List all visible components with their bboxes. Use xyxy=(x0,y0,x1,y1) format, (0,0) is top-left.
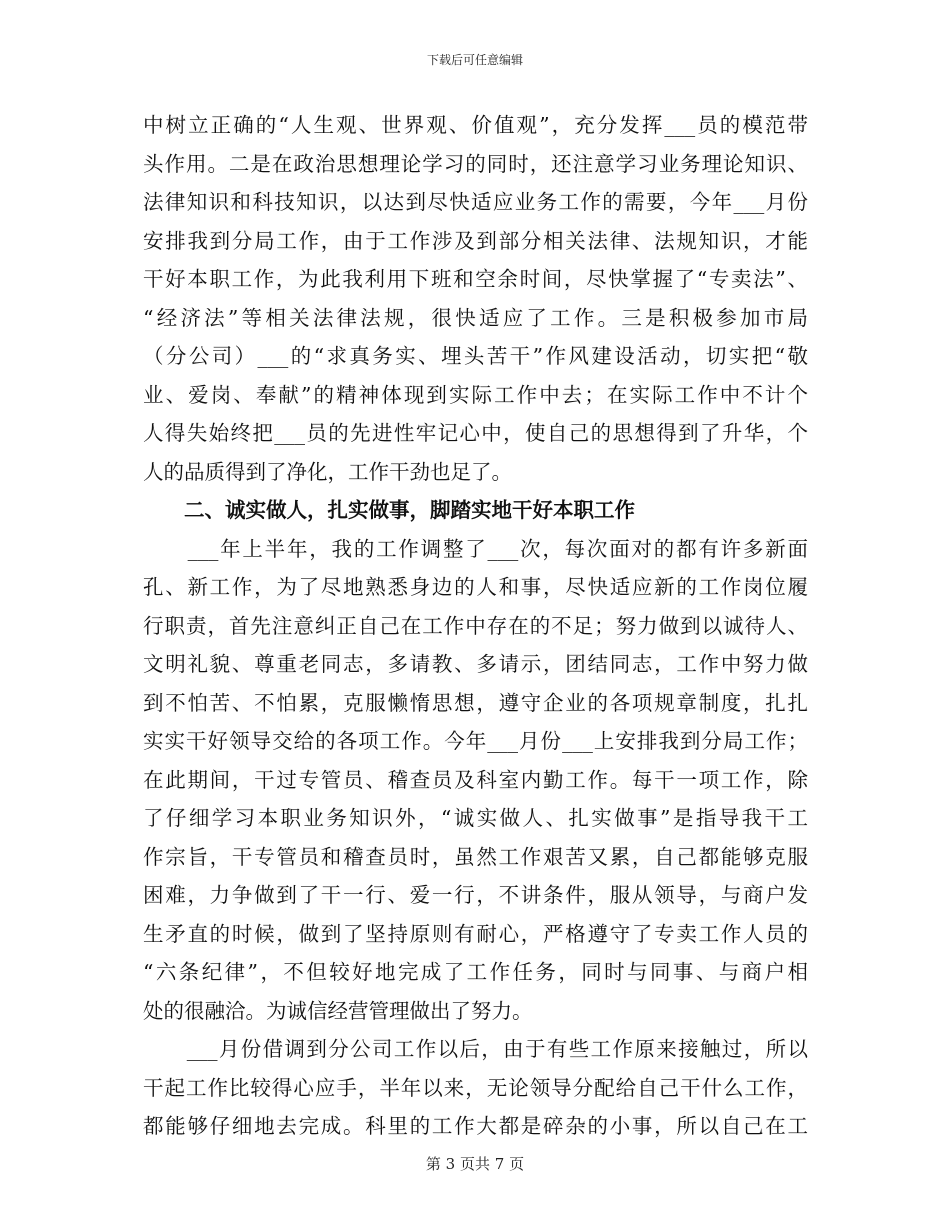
text-line: 人得失始终把___员的先进性牢记心中，使自己的思想得到了升华，个 xyxy=(143,421,808,445)
text-line: 到不怕苦、不怕累，克服懒惰思想，遵守企业的各项规章制度，扎扎 xyxy=(143,690,808,715)
text-line: 行职责，首先注意纠正自己在工作中存在的不足；努力做到以诚待人、 xyxy=(143,613,808,638)
text-line: （分公司）___的“求真务实、埋头苦干”作风建设活动，切实把“敬 xyxy=(143,344,808,368)
text-line: 困难，力争做到了干一行、爱一行，不讲条件，服从领导，与商户发 xyxy=(143,883,808,907)
text-line: 文明礼貌、尊重老同志，多请教、多请示，团结同志，工作中努力做 xyxy=(143,652,808,676)
text-line: 生矛直的时候，做到了坚持原则有耐心，严格遵守了专卖工作人员的 xyxy=(143,921,808,946)
text-line: 中树立正确的“人生观、世界观、价值观”，充分发挥___员的模范带 xyxy=(143,113,808,137)
page-footer: 第 3 页共 7 页 xyxy=(425,1155,525,1173)
text-line: 法律知识和科技知识，以达到尽快适应业务工作的需要，今年___月份 xyxy=(143,190,808,214)
text-line: 作宗旨，干专管员和稽查员时，虽然工作艰苦又累，自己都能够克服 xyxy=(143,844,808,869)
text-line: 实实干好领导交给的各项工作。今年___月份___上安排我到分局工作； xyxy=(143,729,808,753)
document-body xyxy=(143,106,808,1146)
text-line: 头作用。二是在政治思想理论学习的同时，还注意学习业务理论知识、 xyxy=(143,151,808,176)
text-line: 在此期间，干过专管员、稽查员及科室内勤工作。每干一项工作，除 xyxy=(143,767,808,792)
text-line: 人的品质得到了净化，工作干劲也足了。 xyxy=(143,459,512,484)
text-line: 处的很融洽。为诚信经营管理做出了努力。 xyxy=(143,998,533,1023)
text-line: ___月份借调到分公司工作以后，由于有些工作原来接触过，所以 xyxy=(143,1037,808,1061)
text-line: 都能够仔细地去完成。科里的工作大都是碎杂的小事，所以自己在工 xyxy=(143,1114,808,1138)
text-line: 孔、新工作，为了尽地熟悉身边的人和事，尽快适应新的工作岗位履 xyxy=(143,575,808,599)
text-line: 了仔细学习本职业务知识外，“诚实做人、扎实做事”是指导我干工 xyxy=(143,806,808,830)
text-line: 业、爱岗、奉献”的精神体现到实际工作中去；在实际工作中不计个 xyxy=(143,382,808,407)
text-line: 干好本职工作，为此我利用下班和空余时间，尽快掌握了“专卖法”、 xyxy=(143,267,808,291)
text-line: “六条纪律”，不但较好地完成了工作任务，同时与同事、与商户相 xyxy=(143,960,808,984)
text-line: 干起工作比较得心应手，半年以来，无论领导分配给自己干什么工作， xyxy=(143,1075,808,1100)
section-heading: 二、诚实做人，扎实做事，脚踏实地干好本职工作 xyxy=(143,498,635,522)
text-line: “经济法”等相关法律法规，很快适应了工作。三是积极参加市局 xyxy=(143,305,808,330)
text-line: ___年上半年，我的工作调整了___次，每次面对的都有许多新面 xyxy=(143,536,808,561)
page-header: 下载后可任意编辑 xyxy=(426,53,523,67)
text-line: 安排我到分局工作，由于工作涉及到部分相关法律、法规知识，才能 xyxy=(143,228,808,253)
